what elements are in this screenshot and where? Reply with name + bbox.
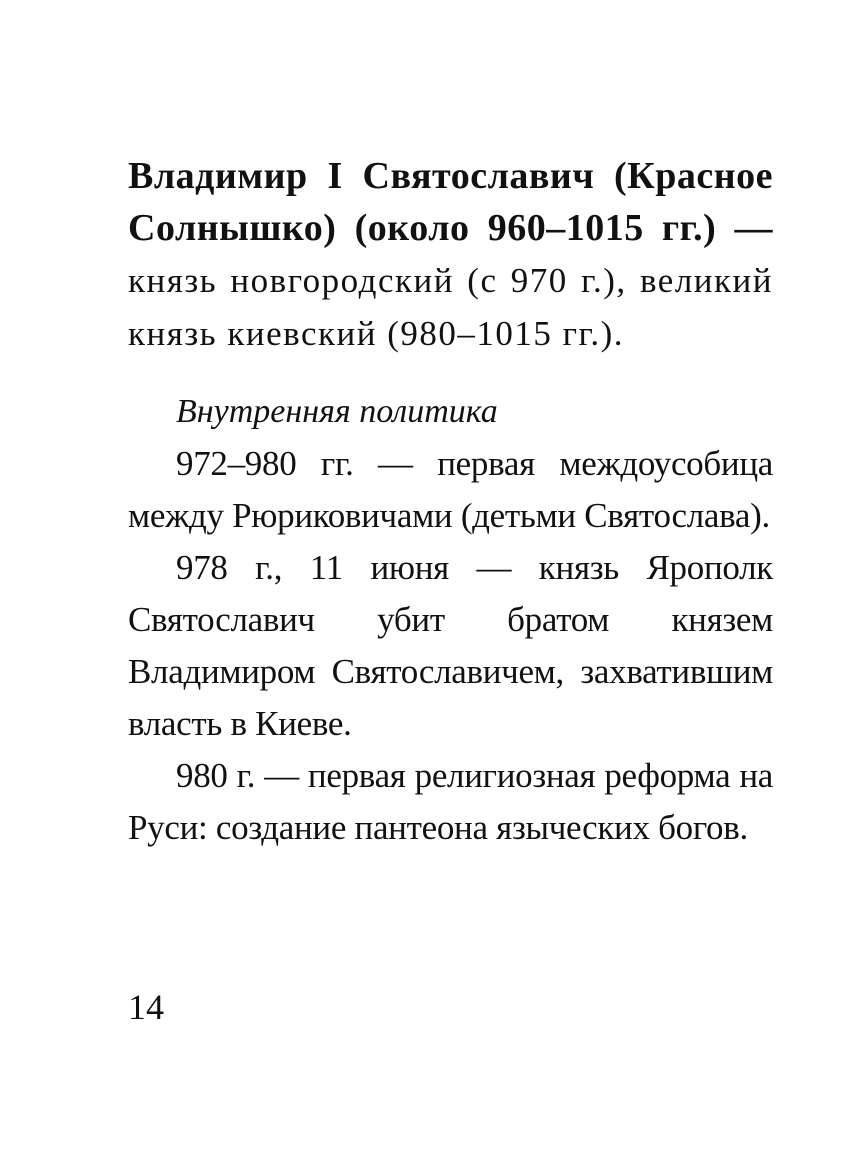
paragraph-3: 980 г. — первая религиозная реформа на Руси: создание пантеона языческих богов. (128, 756, 773, 847)
section-title: Внутренняя политика (176, 393, 498, 430)
paragraph-2: 978 г., 11 июня — князь Ярополк Святославич убит братом князем Владимиром Святославичем, захватившим власть в Киеве. (128, 548, 773, 743)
entry-heading (128, 150, 773, 360)
page-content (128, 150, 773, 854)
page-number: 14 (128, 987, 164, 1027)
ruler-name-and-dates: Владимир I Святославич (Красное Солнышко) (около 960–1015 гг.) (128, 155, 773, 249)
ruler-description: князь новгородский (с 970 г.), великий князь киевский (980–1015 гг.). (128, 261, 773, 353)
heading-dash: — (716, 207, 773, 249)
paragraph-1: 972–980 гг. — первая междоусобица между Рюриковичами (детьми Святослава). (128, 444, 773, 535)
